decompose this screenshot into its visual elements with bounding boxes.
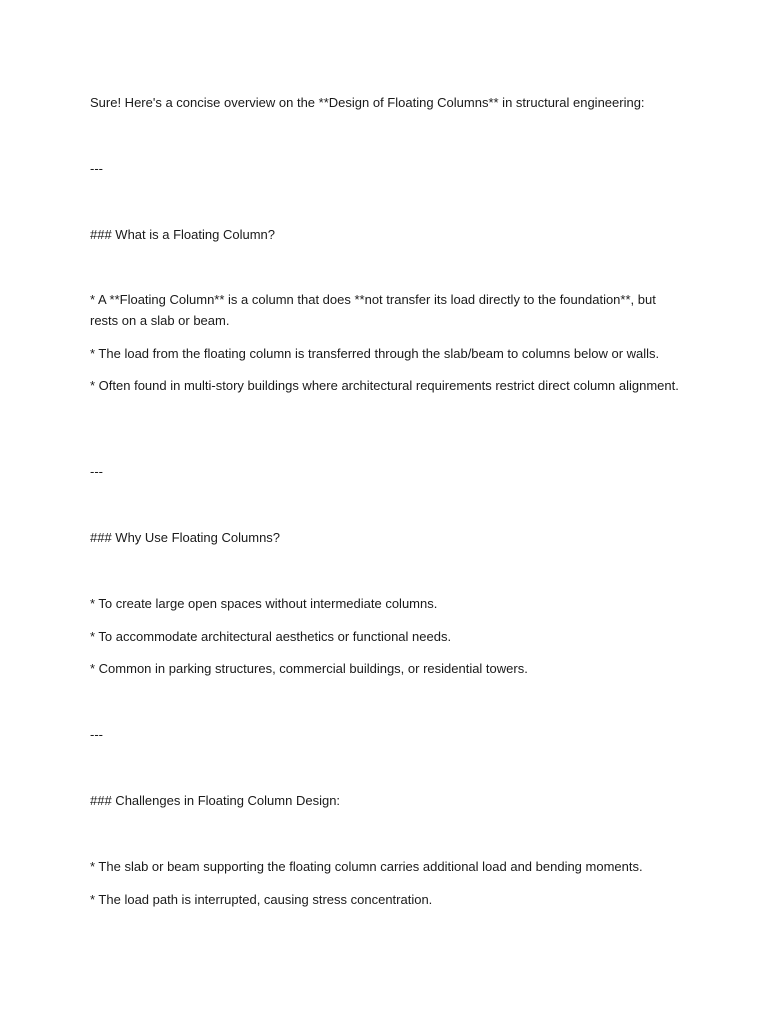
section-heading-challenges: ### Challenges in Floating Column Design:	[90, 793, 341, 808]
section-heading-what: ### What is a Floating Column?	[90, 227, 275, 242]
bullet-challenges-1: * The slab or beam supporting the floating column carries additional load and bending moments.	[90, 859, 643, 874]
divider-1: ---	[90, 161, 103, 176]
intro-paragraph: Sure! Here's a concise overview on the **Design of Floating Columns** in structural engineering:	[90, 95, 645, 110]
section-heading-why: ### Why Use Floating Columns?	[90, 530, 281, 545]
bullet-why-3: * Common in parking structures, commercial buildings, or residential towers.	[90, 661, 528, 676]
bullet-why-2: * To accommodate architectural aesthetics or functional needs.	[90, 629, 452, 644]
bullet-what-1: * A **Floating Column** is a column that does **not transfer its load directly to the foundation**, but rests on a slab or beam.	[90, 292, 656, 328]
bullet-what-2: * The load from the floating column is transferred through the slab/beam to columns below or walls.	[90, 346, 660, 361]
bullet-why-1: * To create large open spaces without intermediate columns.	[90, 596, 438, 611]
divider-3: ---	[90, 727, 103, 742]
bullet-what-3: * Often found in multi-story buildings where architectural requirements restrict direct column alignment.	[90, 378, 679, 393]
divider-2: ---	[90, 464, 103, 479]
bullet-challenges-2: * The load path is interrupted, causing stress concentration.	[90, 892, 433, 907]
